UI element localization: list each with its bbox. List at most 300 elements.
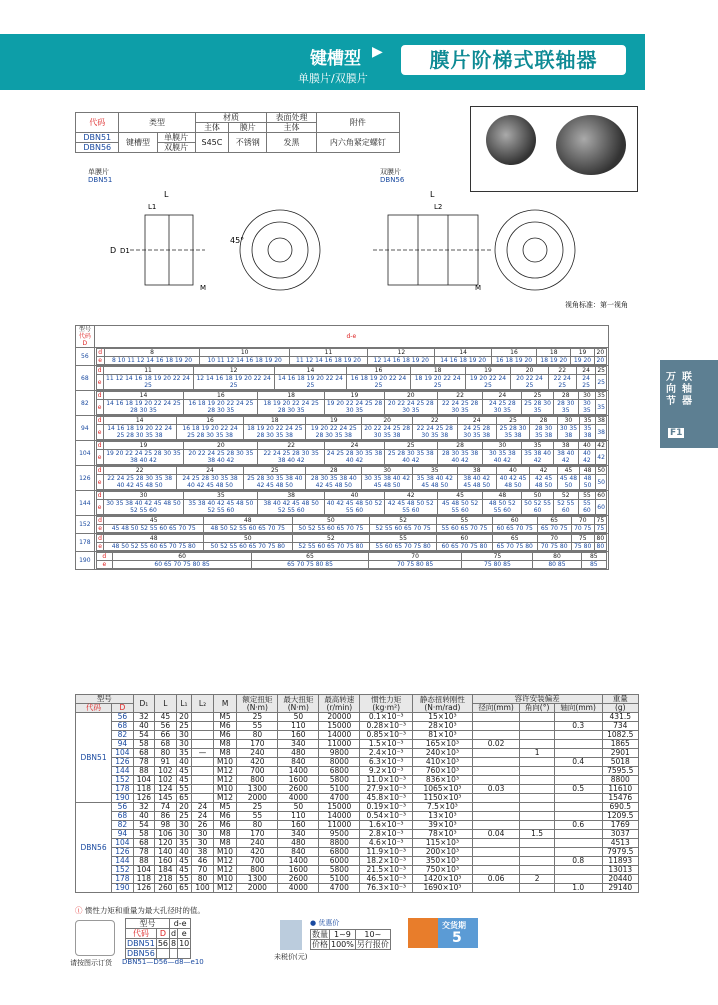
sel-e-val: 55 60 65 70 75 — [436, 525, 492, 533]
price2: 另行报价 — [356, 940, 389, 949]
perf-cell: 1300 — [237, 785, 278, 794]
perf-cell — [520, 785, 554, 794]
sel-D: 152 — [76, 516, 95, 534]
perf-cell: 45.8×10⁻³ — [360, 794, 413, 803]
perf-cell: 78 — [133, 848, 155, 857]
perf-cell: 20 — [176, 803, 192, 812]
perf-cell: 11610 — [602, 785, 638, 794]
sel-e-val: 16 18 19 20 22 24 25 — [347, 375, 411, 390]
sel-d-val: 11 — [103, 367, 193, 375]
sel-e-val: 20 22 24 25 28 30 35 38 40 42 — [184, 450, 258, 465]
sel-e-val: 35 38 40 42 45 48 50 — [412, 475, 457, 490]
perf-cell: 120 — [155, 839, 177, 848]
sel-e-val: 14 16 18 19 20 22 24 25 28 30 35 — [103, 400, 184, 415]
sel-d-val: 70 — [368, 553, 462, 561]
discount-label: ● 优惠价 — [310, 919, 340, 927]
perf-cell: M12 — [213, 794, 237, 803]
perf-cell: 25 — [237, 713, 278, 722]
perf-cell: 2600 — [278, 785, 319, 794]
perf-head-torque: 额定扭矩 (N·m) — [237, 695, 278, 713]
perf-head-axial: 轴向(mm) — [554, 704, 602, 713]
perf-cell: 28×10³ — [413, 722, 473, 731]
perf-cell: 5100 — [319, 785, 360, 794]
perf-cell: 126 — [112, 758, 134, 767]
perf-cell: M12 — [213, 776, 237, 785]
perf-head-D: D — [112, 704, 134, 713]
sel-d-val: 75 — [571, 535, 594, 543]
sel-d-val: 11 — [289, 349, 367, 357]
sel-de-cell: d 30 35 38 40 42 45 48 50 52 55 60 e 30 35 38 40 42 45 48 50 52 55 60 35 38 40 42 45 48 50 52 55 60 38 40 42 45 48 50 52 55 60 40 42 45 48 50 52 55 60 42 45 48 50 52 55 60 45 48 50 52 55 60 48 50 52 55 60 50 52 55 60 52 55 60 55 60 60 — [94, 491, 608, 516]
perf-cell — [472, 794, 520, 803]
perf-cell: 102 — [155, 776, 177, 785]
sel-d-val: 38 — [457, 467, 496, 475]
order-code-2: DBN56 — [127, 949, 155, 958]
perf-cell — [554, 767, 602, 776]
perf-cell — [192, 722, 214, 731]
perf-cell — [520, 848, 554, 857]
dim-L-right: L — [430, 190, 435, 199]
perf-cell: 0.4 — [554, 758, 602, 767]
sel-d-val: 28 — [437, 442, 483, 450]
sel-d-val: 65 — [252, 553, 369, 561]
sel-d-val: 30 — [578, 392, 596, 400]
sel-e-val: 22 24 25 28 30 35 38 — [412, 425, 457, 440]
perf-cell: 46 — [192, 857, 214, 866]
sel-e-val: 25 — [596, 375, 607, 390]
perf-cell: 11000 — [319, 740, 360, 749]
dim-L1: L1 — [148, 203, 157, 211]
sel-e-val: 22 24 25 28 30 35 38 40 42 45 48 50 — [103, 475, 176, 490]
perf-cell: 1082.5 — [602, 731, 638, 740]
perf-head-stiff: 静态扭转刚性 (N·m/rad) — [413, 695, 473, 713]
sel-head-right: d-e — [94, 326, 608, 348]
perf-cell: 410×10³ — [413, 758, 473, 767]
dim-L2: L2 — [434, 203, 443, 211]
perf-cell: 240 — [237, 749, 278, 758]
sel-e-val: 50 52 55 60 65 70 75 80 — [203, 543, 292, 551]
perf-cell: 66 — [155, 731, 177, 740]
perf-cell: 80 — [237, 731, 278, 740]
sel-e-val: 38 — [596, 425, 607, 440]
sel-e-val: 45 48 50 52 55 60 — [437, 500, 483, 515]
sel-d-val: 42 — [530, 467, 558, 475]
perf-cell: 2.8×10⁻³ — [360, 830, 413, 839]
sel-d-val: 30 — [557, 417, 579, 425]
perf-cell: M10 — [213, 875, 237, 884]
perf-cell: 145 — [155, 794, 177, 803]
perf-cell — [192, 776, 214, 785]
perf-cell: 200×10³ — [413, 848, 473, 857]
perf-cell: 2.4×10⁻³ — [360, 749, 413, 758]
sel-d-val: 50 — [292, 517, 370, 525]
sel-e-val: 22 24 25 28 30 35 — [437, 400, 483, 415]
perf-cell: 68 — [112, 722, 134, 731]
perf-cell: 8800 — [319, 839, 360, 848]
perf-head-model: 型号 — [76, 695, 134, 704]
perf-cell: 40 — [176, 848, 192, 857]
perf-cell: 30 — [176, 740, 192, 749]
sel-d-val: 48 — [104, 535, 204, 543]
spec-sub: 双膜片 — [157, 143, 195, 153]
perf-cell: 8800 — [602, 776, 638, 785]
sel-d-val: 40 — [578, 442, 596, 450]
sel-e-val: 18 19 20 22 24 25 28 30 35 — [258, 400, 325, 415]
perf-cell: 0.85×10⁻³ — [360, 731, 413, 740]
perf-head-angular: 角向(°) — [520, 704, 554, 713]
perf-cell — [520, 884, 554, 893]
sel-de-cell: d 45 48 50 52 55 60 65 70 75 e 45 48 50 52 55 60 65 70 75 48 50 52 55 60 65 70 75 50 52 55 60 65 70 75 52 55 60 65 70 75 55 60 65 70 75 60 65 70 75 65 70 75 70 75 75 — [94, 516, 608, 534]
perf-cell: 1769 — [602, 821, 638, 830]
sel-d-val: 25 — [384, 442, 437, 450]
sel-e-val: 18 19 20 22 24 25 — [410, 375, 465, 390]
perf-cell: 840 — [278, 758, 319, 767]
sel-d-val: 22 — [103, 467, 176, 475]
sel-d-val: 10 — [200, 349, 289, 357]
sel-e-val: 14 16 18 19 20 — [435, 357, 491, 365]
sel-e-val: 16 18 19 20 22 24 25 28 30 35 — [184, 400, 258, 415]
sel-e-val: 48 50 52 55 60 65 70 75 80 — [104, 543, 204, 551]
sel-head-left: 型号 代码 D — [76, 326, 95, 348]
perf-cell: 15×10³ — [413, 713, 473, 722]
sel-e-val: 22 24 25 — [548, 375, 576, 390]
perf-cell: 102 — [155, 767, 177, 776]
sel-d-val: 38 — [597, 417, 605, 424]
perf-cell — [520, 839, 554, 848]
sel-d-val: 50 — [522, 492, 554, 500]
sel-e-val: 40 42 45 48 50 — [496, 475, 529, 490]
perf-cell: 94 — [112, 740, 134, 749]
table-row — [76, 812, 639, 821]
perf-cell: 118 — [133, 875, 155, 884]
sel-d-val: 18 — [244, 417, 306, 425]
table-row — [76, 713, 639, 722]
perf-cell: 15000 — [319, 722, 360, 731]
perf-cell: 68 — [133, 749, 155, 758]
sel-d-val: 19 — [103, 442, 184, 450]
perf-cell: 2600 — [278, 875, 319, 884]
perf-cell: M12 — [213, 884, 237, 893]
spec-head-material: 材质 — [195, 113, 267, 123]
spec-head-code: 代码 — [76, 113, 119, 133]
perf-cell: 340 — [278, 740, 319, 749]
perf-cell — [192, 785, 214, 794]
sel-e-val: 75 80 — [571, 543, 594, 551]
sel-d-val: 14 — [435, 349, 491, 357]
perf-cell — [520, 776, 554, 785]
diagram-left-label: 单膜片 DBN51 — [88, 168, 113, 184]
side-tab-line2: 万向节 — [666, 372, 676, 407]
perf-cell: 1300 — [237, 875, 278, 884]
perf-cell: 106 — [155, 830, 177, 839]
sel-e-val: 48 50 52 55 60 65 70 75 — [203, 525, 292, 533]
perf-cell: 50 — [278, 713, 319, 722]
sel-d-val: 65 — [537, 517, 571, 525]
perf-cell: 240 — [237, 839, 278, 848]
sel-e-val: 75 80 85 — [462, 561, 533, 569]
sel-de-cell: d 14 16 18 19 20 22 24 25 28 30 35 e 14 16 18 19 20 22 24 25 28 30 35 16 18 19 20 22 24 25 28 30 35 18 19 20 22 24 25 28 30 35 19 20 22 24 25 28 30 35 20 22 24 25 28 30 35 22 24 25 28 30 35 24 25 28 30 35 25 28 30 35 28 30 35 30 35 35 — [94, 391, 608, 416]
spec-accessory: 内六角紧定螺钉 — [316, 133, 399, 153]
sel-d-val: 30 — [483, 442, 522, 450]
perf-cell: 165×10³ — [413, 740, 473, 749]
view-note: 视角标准：第一视角 — [565, 301, 628, 309]
sel-e-val: 40 42 — [578, 450, 596, 465]
perf-cell: 14000 — [319, 812, 360, 821]
perf-cell: 45 — [176, 767, 192, 776]
sel-de-cell: d 22 24 25 28 30 35 38 40 42 45 48 50 e 22 24 25 28 30 35 38 40 42 45 48 50 24 25 28 30 35 38 40 42 45 48 50 25 28 30 35 38 40 42 45 48 50 28 30 35 38 40 42 45 48 50 30 35 38 40 42 45 48 50 35 38 40 42 45 48 50 38 40 42 45 48 50 40 42 45 48 50 42 45 48 50 45 48 50 48 50 50 — [94, 466, 608, 491]
perf-cell: 4000 — [278, 794, 319, 803]
perf-cell — [472, 848, 520, 857]
perf-cell — [554, 830, 602, 839]
sel-e-val: 35 38 40 42 — [522, 450, 554, 465]
perf-cell: 20440 — [602, 875, 638, 884]
perf-cell: 2000 — [237, 794, 278, 803]
dim-M: M — [200, 284, 207, 292]
perf-cell: 8000 — [319, 758, 360, 767]
perf-cell: 11000 — [319, 821, 360, 830]
sel-d-val: 35 — [597, 392, 605, 399]
perf-cell: 2901 — [602, 749, 638, 758]
unit-note: 未税价(元) — [274, 953, 308, 961]
perf-cell: 35 — [176, 839, 192, 848]
sel-e-val: 40 42 45 48 50 52 55 60 — [325, 500, 385, 515]
sel-e-val: 20 22 24 25 28 30 35 — [384, 400, 437, 415]
perf-cell: 4700 — [319, 884, 360, 893]
sel-d-val: 40 — [325, 492, 385, 500]
dimension-drawing — [90, 185, 640, 310]
perf-cell — [472, 713, 520, 722]
perf-cell: 78×10³ — [413, 830, 473, 839]
product-name: 膜片阶梯式联轴器 — [399, 43, 628, 77]
perf-cell: 2000 — [237, 884, 278, 893]
perf-cell: 170 — [237, 740, 278, 749]
sel-d-val: 25 — [244, 467, 306, 475]
perf-cell: 29140 — [602, 884, 638, 893]
perf-cell: 3037 — [602, 830, 638, 839]
sel-e-val: 28 30 35 — [553, 400, 578, 415]
perf-cell: 0.06 — [472, 875, 520, 884]
perf-cell: 0.03 — [472, 785, 520, 794]
order-D: D — [156, 929, 169, 939]
sel-d-val: 52 — [292, 535, 370, 543]
perf-cell: M12 — [213, 866, 237, 875]
sel-d-val: 16 — [184, 392, 258, 400]
perf-cell: 750×10³ — [413, 866, 473, 875]
sel-d-val: 28 — [530, 417, 558, 425]
perf-cell — [472, 839, 520, 848]
perf-cell: 350×10³ — [413, 857, 473, 866]
perf-cell: 82 — [112, 731, 134, 740]
perf-cell: 40 — [176, 758, 192, 767]
perf-cell: 800 — [237, 776, 278, 785]
arrow-icon: ▶ — [372, 44, 383, 60]
sel-e-val: 20 22 24 25 28 30 35 38 — [362, 425, 412, 440]
perf-cell: M10 — [213, 848, 237, 857]
perf-cell: 88 — [133, 857, 155, 866]
perf-cell: 11.9×10⁻³ — [360, 848, 413, 857]
sel-d-val: 40 — [496, 467, 529, 475]
sel-d-val: 24 — [457, 417, 496, 425]
perf-cell: 1.5×10⁻³ — [360, 740, 413, 749]
perf-cell: 1600 — [278, 866, 319, 875]
spec-surface: 发黑 — [267, 133, 316, 153]
sel-d-val: 20 — [511, 367, 548, 375]
spec-main: S45C — [195, 133, 229, 153]
perf-cell: M6 — [213, 812, 237, 821]
perf-head-L2: L₂ — [192, 695, 214, 713]
sel-d-val: 14 — [274, 367, 346, 375]
perf-cell: 104 — [133, 866, 155, 875]
sel-e-val: 60 65 70 75 80 85 — [112, 561, 251, 569]
perf-cell: 11.0×10⁻³ — [360, 776, 413, 785]
sel-e-val: 52 55 60 — [553, 500, 578, 515]
note-icon: ⓘ — [75, 906, 83, 915]
delivery-label: 交货期 — [442, 921, 466, 930]
sel-e-val: 30 35 38 40 42 — [483, 450, 522, 465]
sel-d-val: 20 — [594, 349, 606, 357]
table-row — [76, 884, 639, 893]
perf-cell: 54 — [133, 821, 155, 830]
sel-e-val: 8 10 11 12 14 16 18 19 20 — [104, 357, 200, 365]
perf-head-L: L — [155, 695, 177, 713]
perf-cell: 74 — [155, 803, 177, 812]
sel-e-val: 38 40 42 45 48 50 52 55 60 — [258, 500, 325, 515]
perf-cell: 9500 — [319, 830, 360, 839]
perf-cell: 25 — [176, 722, 192, 731]
perf-cell: 734 — [602, 722, 638, 731]
sel-d-val: 30 — [103, 492, 184, 500]
sel-d-val: 35 — [184, 492, 258, 500]
sel-d-val: 20 — [384, 392, 437, 400]
sel-e-val: 22 24 25 28 30 35 38 40 42 — [258, 450, 325, 465]
sel-D: 104 — [76, 441, 95, 466]
perf-cell: 160 — [278, 731, 319, 740]
perf-cell: 9800 — [319, 749, 360, 758]
perf-cell: 25 — [176, 812, 192, 821]
perf-cell: M8 — [213, 839, 237, 848]
order-code-1: DBN51 — [127, 939, 155, 948]
sel-e-val: 19 20 22 24 25 — [465, 375, 511, 390]
perf-cell: 21.5×10⁻³ — [360, 866, 413, 875]
perf-cell: M8 — [213, 830, 237, 839]
perf-cell: 420 — [237, 848, 278, 857]
perf-cell — [472, 758, 520, 767]
selection-table — [75, 325, 609, 570]
perf-cell: 140 — [155, 848, 177, 857]
perf-cell — [520, 794, 554, 803]
perf-cell: 4.6×10⁻³ — [360, 839, 413, 848]
perf-cell: M10 — [213, 785, 237, 794]
angle-label: 45° — [230, 236, 245, 245]
order-de: d-e — [170, 919, 191, 929]
perf-cell: 0.5 — [554, 785, 602, 794]
sel-d-val: 42 — [597, 442, 605, 449]
sel-e-val: 65 70 75 — [537, 525, 571, 533]
sel-de-cell: d 19 20 22 24 25 28 30 35 38 40 42 e 19 20 22 24 25 28 30 35 38 40 42 20 22 24 25 28 30 35 38 40 42 22 24 25 28 30 35 38 40 42 24 25 28 30 35 38 40 42 25 28 30 35 38 40 42 28 30 35 38 40 42 30 35 38 40 42 35 38 40 42 38 40 42 40 42 42 — [94, 441, 608, 466]
perf-cell: 1400 — [278, 857, 319, 866]
sel-d-val: 16 — [347, 367, 411, 375]
side-tab-code: F1 — [670, 428, 683, 438]
perf-cell: 91 — [155, 758, 177, 767]
perf-cell: 55 — [237, 812, 278, 821]
sel-e-val: 45 48 50 52 55 60 65 70 75 — [104, 525, 204, 533]
perf-cell: 1 — [520, 749, 554, 758]
perf-cell: 6800 — [319, 848, 360, 857]
perf-cell: 65 — [176, 794, 192, 803]
perf-cell: 78 — [133, 758, 155, 767]
perf-cell: 152 — [112, 866, 134, 875]
perf-cell: 700 — [237, 857, 278, 866]
perf-cell: 1.0 — [554, 884, 602, 893]
side-tab[interactable] — [660, 360, 718, 448]
sel-d-val: 14 — [103, 417, 176, 425]
perf-cell: 480 — [278, 749, 319, 758]
perf-cell: 0.6 — [554, 821, 602, 830]
sel-e-val: 14 16 18 19 20 22 24 25 28 30 35 38 — [103, 425, 176, 440]
spec-head-type: 类型 — [119, 113, 195, 133]
perf-cell — [192, 758, 214, 767]
perf-cell: 55 — [237, 722, 278, 731]
perf-cell: 1.6×10⁻³ — [360, 821, 413, 830]
perf-head-inertia: 惯性力矩 (kg·m²) — [360, 695, 413, 713]
perf-cell: M12 — [213, 767, 237, 776]
sel-d-val: 45 — [557, 467, 579, 475]
perf-cell: 14000 — [319, 731, 360, 740]
sel-e-val: 19 20 22 24 25 28 30 35 38 40 42 — [103, 450, 184, 465]
perf-cell: 46.5×10⁻³ — [360, 875, 413, 884]
perf-cell: 45 — [176, 866, 192, 875]
price-label: 价格 — [312, 940, 328, 949]
perf-cell: 800 — [237, 866, 278, 875]
table-row — [76, 803, 639, 812]
sel-d-val: 25 — [597, 367, 605, 374]
perf-cell: 240×10³ — [413, 749, 473, 758]
sel-d-val: 60 — [112, 553, 251, 561]
perf-cell — [192, 713, 214, 722]
spec-head-main: 主体 — [195, 123, 229, 133]
perf-cell: 40 — [133, 722, 155, 731]
sel-e-val: 25 28 30 35 38 — [496, 425, 529, 440]
perf-cell: 6.3×10⁻³ — [360, 758, 413, 767]
perf-cell: 15476 — [602, 794, 638, 803]
coupling-photo-double — [556, 115, 626, 175]
perf-cell: 39×10³ — [413, 821, 473, 830]
spec-head-accessory: 附件 — [316, 113, 399, 133]
perf-cell: 6800 — [319, 767, 360, 776]
page-subtitle: 单膜片/双膜片 — [298, 72, 368, 85]
sel-d-val: 75 — [594, 517, 606, 525]
sel-d-val: 60 — [492, 517, 537, 525]
perf-cell: 27.9×10⁻³ — [360, 785, 413, 794]
spec-head-main2: 主体 — [267, 123, 316, 133]
sel-D: 178 — [76, 534, 95, 552]
sel-d-val: 35 — [412, 467, 457, 475]
perf-cell: 81×10³ — [413, 731, 473, 740]
perf-cell: 160 — [155, 857, 177, 866]
sel-D: 82 — [76, 391, 95, 416]
truck-icon — [408, 918, 438, 948]
perf-cell — [472, 722, 520, 731]
sel-d-val: 35 — [579, 417, 595, 425]
perf-cell — [520, 758, 554, 767]
dim-D1: D1 — [120, 247, 130, 255]
perf-cell: 340 — [278, 830, 319, 839]
perf-cell: M6 — [213, 821, 237, 830]
qty2: 10~ — [355, 930, 390, 940]
spec-diaphragm: 不锈钢 — [229, 133, 267, 153]
perf-cell — [520, 803, 554, 812]
sel-d-val: 28 — [553, 392, 578, 400]
perf-cell: 15000 — [319, 803, 360, 812]
